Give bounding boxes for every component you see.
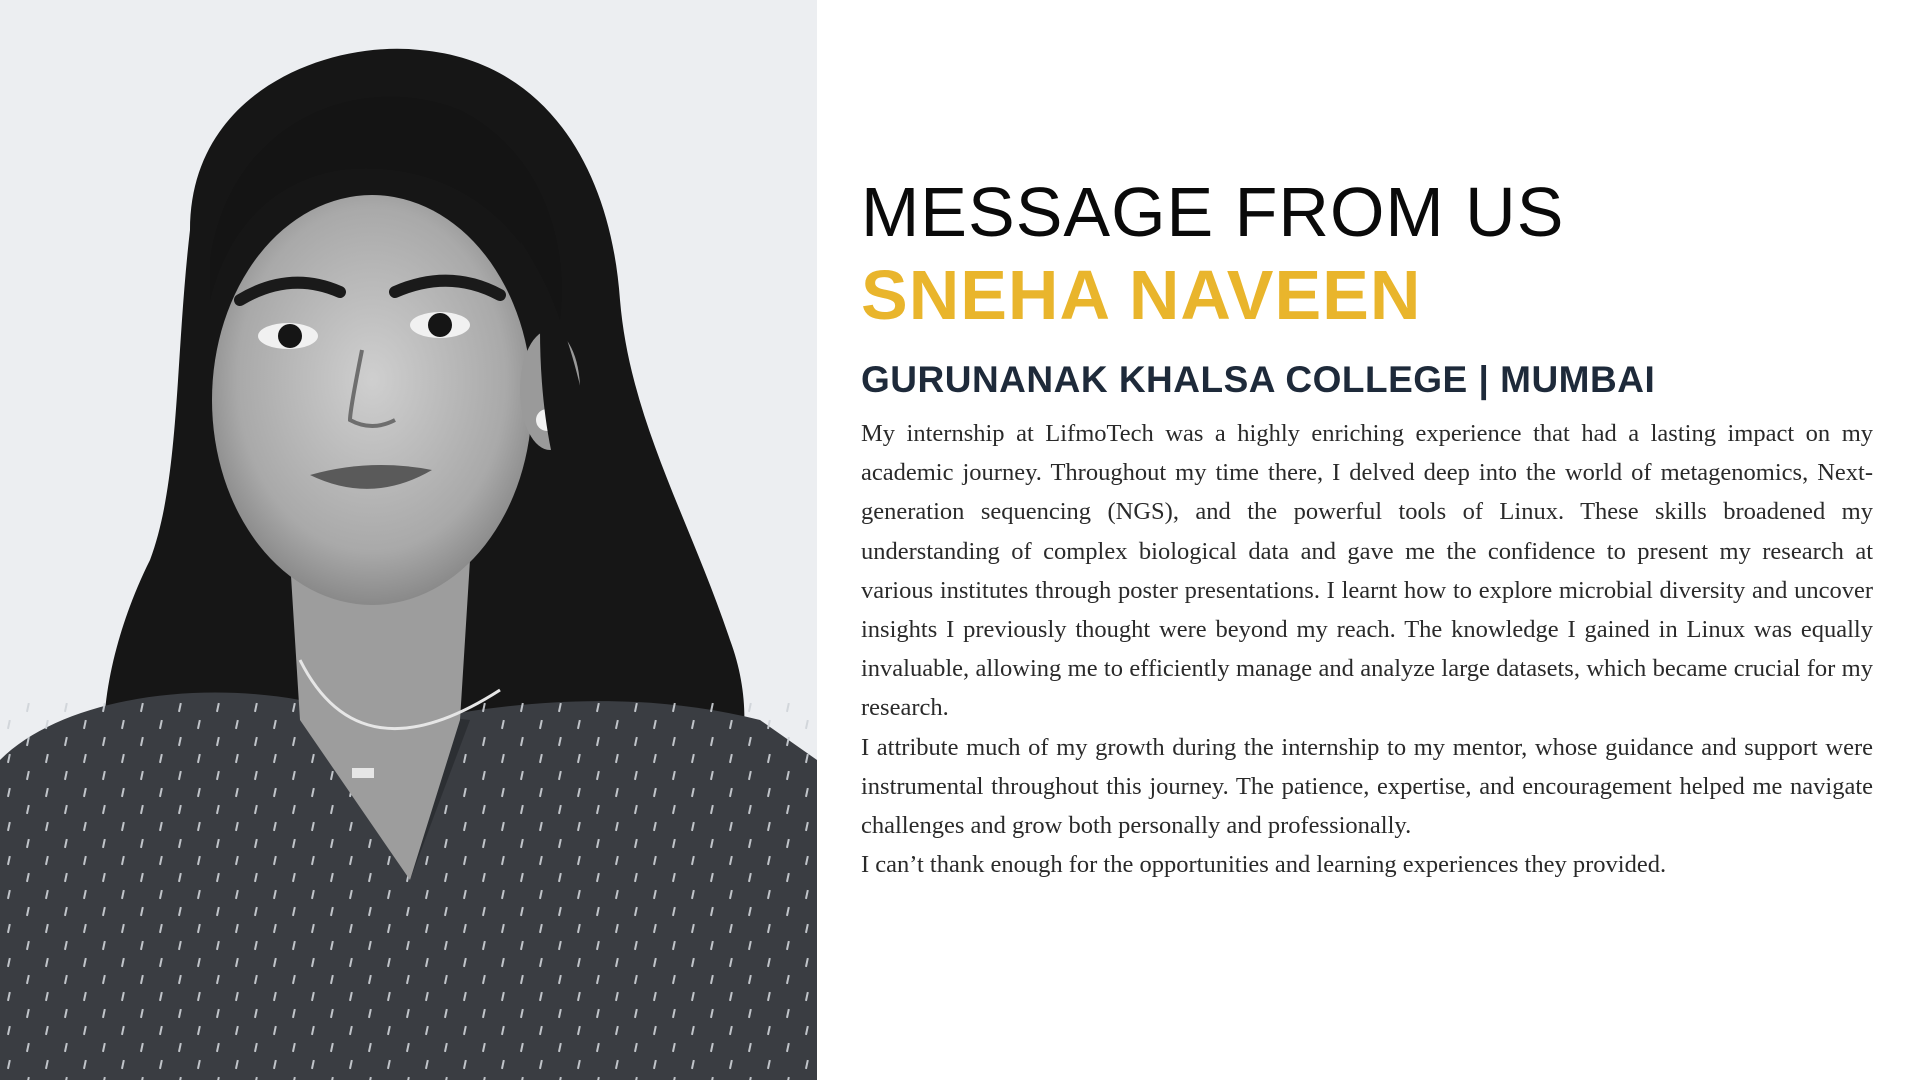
portrait-photo <box>0 0 817 1080</box>
message-paragraph-2: I attribute much of my growth during the internship to my mentor, whose guidance and support were instrumental throughout this journey. The patience, expertise, and encouragement helped me navigate challenges and grow both personally and professionally. <box>861 733 1873 840</box>
college-location: GURUNANAK KHALSA COLLEGE | MUMBAI <box>861 359 1656 400</box>
portrait-illustration <box>0 0 817 1080</box>
page-title: MESSAGE FROM US <box>861 173 1565 251</box>
message-content <box>861 170 1873 884</box>
message-paragraph-3: I can’t thank enough for the opportunities and learning experiences they provided. <box>861 851 1667 879</box>
person-name: SNEHA NAVEEN <box>861 256 1422 334</box>
message-paragraph-1: My internship at LifmoTech was a highly enriching experience that had a lasting impact on my academic journey. Throughout my time there, I delved deep into the world of metagenomics, Next-generation sequencing (NGS), and the powerful tools of Linux. These skills broadened my understanding of complex biological data and gave me the confidence to present my research at various institutes through poster presentations. I learnt how to explore microbial diversity and uncover insights I previously thought were beyond my reach. The knowledge I gained in Linux was equally invaluable, allowing me to efficiently manage and analyze large datasets, which became crucial for my research. <box>861 420 1873 722</box>
